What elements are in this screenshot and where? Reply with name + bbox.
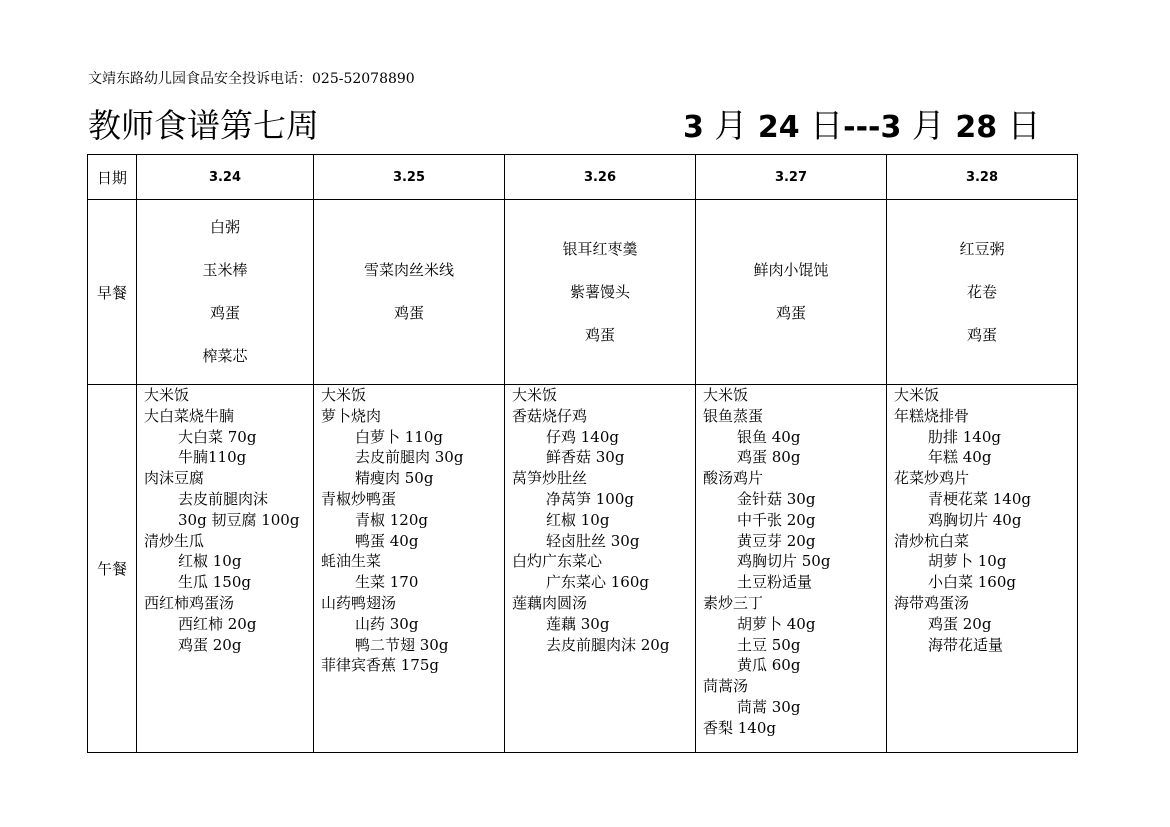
header-row	[88, 155, 1078, 200]
dish-name: 大米饭	[512, 386, 558, 404]
ingredient-line: 金针菇 30g	[737, 489, 816, 508]
dish-name: 年糕烧排骨	[894, 406, 970, 425]
breakfast-item: 鲜肉小馄饨	[753, 261, 829, 279]
dish-name: 肉沫豆腐	[144, 469, 205, 488]
day-header: 3.28	[887, 155, 1078, 200]
range-start-day: 24	[757, 110, 800, 145]
dish-name: 清炒生瓜	[144, 531, 205, 550]
breakfast-cell	[314, 200, 505, 385]
dish-name: 萝卜烧肉	[321, 406, 382, 425]
dish-name: 香菇烧仔鸡	[512, 406, 588, 425]
breakfast-label: 早餐	[88, 200, 137, 385]
ingredient-line: 鸭二节翅 30g	[355, 635, 449, 654]
dish-name: 大米饭	[321, 386, 367, 404]
day-header: 3.25	[314, 155, 505, 200]
ingredient-line: 西红柿 20g	[178, 614, 257, 633]
dish-name: 蚝油生菜	[321, 552, 382, 571]
ingredient-line: 精瘦肉 50g	[355, 469, 434, 488]
dish-name: 大米饭	[144, 386, 190, 404]
ingredient-line: 去皮前腿肉 30g	[355, 448, 464, 467]
range-day-char: 日	[1007, 106, 1041, 145]
breakfast-cell	[696, 200, 887, 385]
ingredient-line: 广东菜心 160g	[546, 573, 650, 592]
ingredient-line: 黄豆芽 20g	[737, 531, 816, 550]
ingredient-line: 年糕 40g	[928, 448, 992, 467]
breakfast-item: 鸡蛋	[966, 325, 997, 344]
ingredient-line: 中千张 20g	[737, 510, 816, 529]
ingredient-line: 黄瓜 60g	[737, 656, 801, 675]
dish-name: 青椒炒鸭蛋	[321, 489, 397, 508]
lunch-row	[88, 385, 1078, 753]
ingredient-line: 茼蒿 30g	[737, 697, 801, 716]
breakfast-cell	[505, 200, 696, 385]
lunch-list	[137, 385, 313, 655]
breakfast-item: 玉米棒	[202, 261, 248, 279]
ingredient-line: 小白菜 160g	[928, 573, 1017, 592]
date-range	[683, 100, 1041, 147]
breakfast-item: 红豆粥	[959, 239, 1005, 258]
lunch-list	[314, 385, 504, 676]
range-end-day: 28	[955, 110, 998, 145]
dish-name: 西红柿鸡蛋汤	[144, 593, 235, 612]
dish-name: 清炒杭白菜	[894, 531, 970, 550]
ingredient-line: 鲜香菇 30g	[546, 448, 625, 467]
day-header: 3.26	[505, 155, 696, 200]
lunch-cell	[696, 385, 887, 753]
ingredient-line: 去皮前腿肉沫 20g	[546, 635, 670, 654]
ingredient-line: 红椒 10g	[546, 510, 610, 529]
ingredient-line: 30g 韧豆腐 100g	[178, 510, 300, 529]
breakfast-row	[88, 200, 1078, 385]
dish-name: 白灼广东菜心	[512, 552, 603, 571]
menu-title: 教师食谱第七周	[88, 106, 319, 145]
ingredient-line: 鸡胸切片 50g	[737, 552, 831, 571]
breakfast-item: 鸡蛋	[775, 304, 806, 322]
breakfast-cell	[887, 200, 1078, 385]
lunch-label: 午餐	[88, 385, 137, 753]
ingredient-line: 生菜 170	[355, 573, 419, 592]
breakfast-item: 鸡蛋	[584, 325, 615, 344]
dish-name: 菲律宾香蕉 175g	[321, 656, 440, 675]
complaint-hotline: 文靖东路幼儿园食品安全投诉电话：025-52078890	[88, 71, 415, 87]
ingredient-line: 红椒 10g	[178, 552, 242, 571]
ingredient-line: 净莴笋 100g	[546, 489, 635, 508]
ingredient-line: 胡萝卜 40g	[737, 614, 816, 633]
ingredient-line: 山药 30g	[355, 614, 419, 633]
ingredient-line: 大白菜 70g	[178, 427, 257, 446]
ingredient-line: 鸭蛋 40g	[355, 531, 419, 550]
ingredient-line: 青椒 120g	[355, 510, 429, 529]
ingredient-line: 鸡蛋 20g	[178, 635, 242, 654]
range-start-month: 3	[683, 110, 704, 145]
dish-name: 大米饭	[703, 386, 749, 404]
dish-name: 海带鸡蛋汤	[894, 593, 970, 612]
dish-name: 银鱼蒸蛋	[703, 406, 764, 425]
ingredient-line: 银鱼 40g	[737, 427, 801, 446]
dish-name: 茼蒿汤	[703, 677, 749, 696]
ingredient-line: 鸡胸切片 40g	[928, 510, 1022, 529]
ingredient-line: 胡萝卜 10g	[928, 552, 1007, 571]
lunch-cell	[505, 385, 696, 753]
dish-name: 香梨 140g	[703, 718, 777, 737]
ingredient-line: 生瓜 150g	[178, 573, 252, 592]
dish-name: 酸汤鸡片	[703, 469, 764, 488]
range-end-month: 3	[880, 110, 902, 145]
breakfast-item: 鸡蛋	[393, 304, 424, 322]
ingredient-line: 去皮前腿肉沫	[178, 489, 269, 508]
breakfast-item: 白粥	[209, 218, 240, 236]
dish-name: 莲藕肉圆汤	[512, 593, 588, 612]
day-header: 3.27	[696, 155, 887, 200]
dish-name: 莴笋炒肚丝	[512, 469, 588, 488]
lunch-list	[505, 385, 695, 655]
breakfast-item: 鸡蛋	[209, 304, 240, 322]
dish-name: 素炒三丁	[703, 593, 764, 612]
ingredient-line: 仔鸡 140g	[546, 427, 620, 446]
breakfast-cell	[137, 200, 314, 385]
day-header: 3.24	[137, 155, 314, 200]
range-day-char: 日	[810, 106, 844, 145]
breakfast-item: 雪菜肉丝米线	[363, 261, 454, 279]
breakfast-item: 银耳红枣羹	[562, 239, 638, 258]
range-separator: ---	[843, 110, 881, 145]
range-month-char: 月	[714, 106, 748, 145]
ingredient-line: 肋排 140g	[928, 427, 1002, 446]
ingredient-line: 轻卤肚丝 30g	[546, 531, 640, 550]
menu-table	[87, 154, 1078, 753]
range-month-char: 月	[911, 106, 945, 145]
ingredient-line: 鸡蛋 80g	[737, 448, 801, 467]
ingredient-line: 土豆 50g	[737, 635, 801, 654]
breakfast-item: 紫薯馒头	[569, 282, 630, 301]
ingredient-line: 牛腩110g	[178, 448, 247, 467]
ingredient-line: 土豆粉适量	[737, 573, 813, 592]
dish-name: 花菜炒鸡片	[894, 469, 970, 488]
ingredient-line: 白萝卜 110g	[355, 427, 444, 446]
ingredient-line: 莲藕 30g	[546, 614, 610, 633]
lunch-list	[887, 385, 1077, 655]
dish-name: 大白菜烧牛腩	[144, 406, 235, 425]
ingredient-line: 鸡蛋 20g	[928, 614, 992, 633]
lunch-list	[696, 385, 886, 739]
ingredient-line: 青梗花菜 140g	[928, 489, 1032, 508]
lunch-cell	[887, 385, 1078, 753]
dish-name: 山药鸭翅汤	[321, 593, 397, 612]
dish-name: 大米饭	[894, 386, 940, 404]
date-header: 日期	[88, 155, 137, 200]
breakfast-item: 花卷	[966, 282, 997, 301]
lunch-cell	[137, 385, 314, 753]
ingredient-line: 海带花适量	[928, 635, 1004, 654]
breakfast-item: 榨菜芯	[202, 347, 248, 365]
lunch-cell	[314, 385, 505, 753]
